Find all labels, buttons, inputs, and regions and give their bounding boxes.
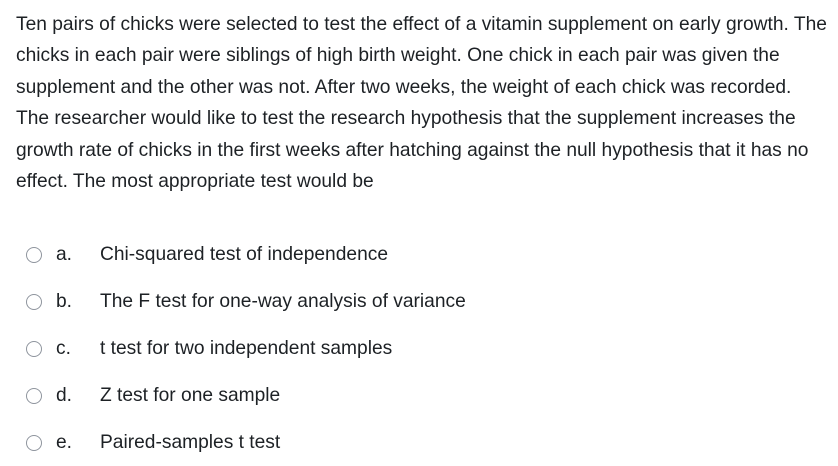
answer-letter: a. <box>56 243 73 265</box>
answer-option-e[interactable] <box>26 419 826 466</box>
answer-text: Paired-samples t test <box>100 431 281 453</box>
answer-option-c[interactable] <box>26 325 826 372</box>
answer-letter: e. <box>56 431 73 453</box>
answer-option-a[interactable] <box>26 231 826 278</box>
radio-button-a[interactable] <box>26 247 42 263</box>
radio-button-e[interactable] <box>26 435 42 451</box>
answer-text: Z test for one sample <box>100 384 281 406</box>
radio-button-c[interactable] <box>26 341 42 357</box>
answer-letter: d. <box>56 384 73 406</box>
answer-text: t test for two independent samples <box>100 337 393 359</box>
answer-options <box>26 231 826 466</box>
answer-letter: b. <box>56 290 73 312</box>
answer-text: Chi-squared test of independence <box>100 243 389 265</box>
radio-button-d[interactable] <box>26 388 42 404</box>
answer-option-b[interactable] <box>26 278 826 325</box>
question-text: Ten pairs of chicks were selected to test the effect of a vitamin supplement on early growth. The chicks in each pair were siblings of high birth weight. One chick in each pair was given the supplement and the other was not. After two weeks, the weight of each chick was recorded. The researcher would like to test the research hypothesis that the supplement increases the growth rate of chicks in the first weeks after hatching against the null hypothesis that it has no effect. The most appropriate test would be <box>16 14 827 193</box>
answer-text: The F test for one-way analysis of variance <box>100 290 466 312</box>
radio-button-b[interactable] <box>26 294 42 310</box>
answer-option-d[interactable] <box>26 372 826 419</box>
answer-letter: c. <box>56 337 71 359</box>
